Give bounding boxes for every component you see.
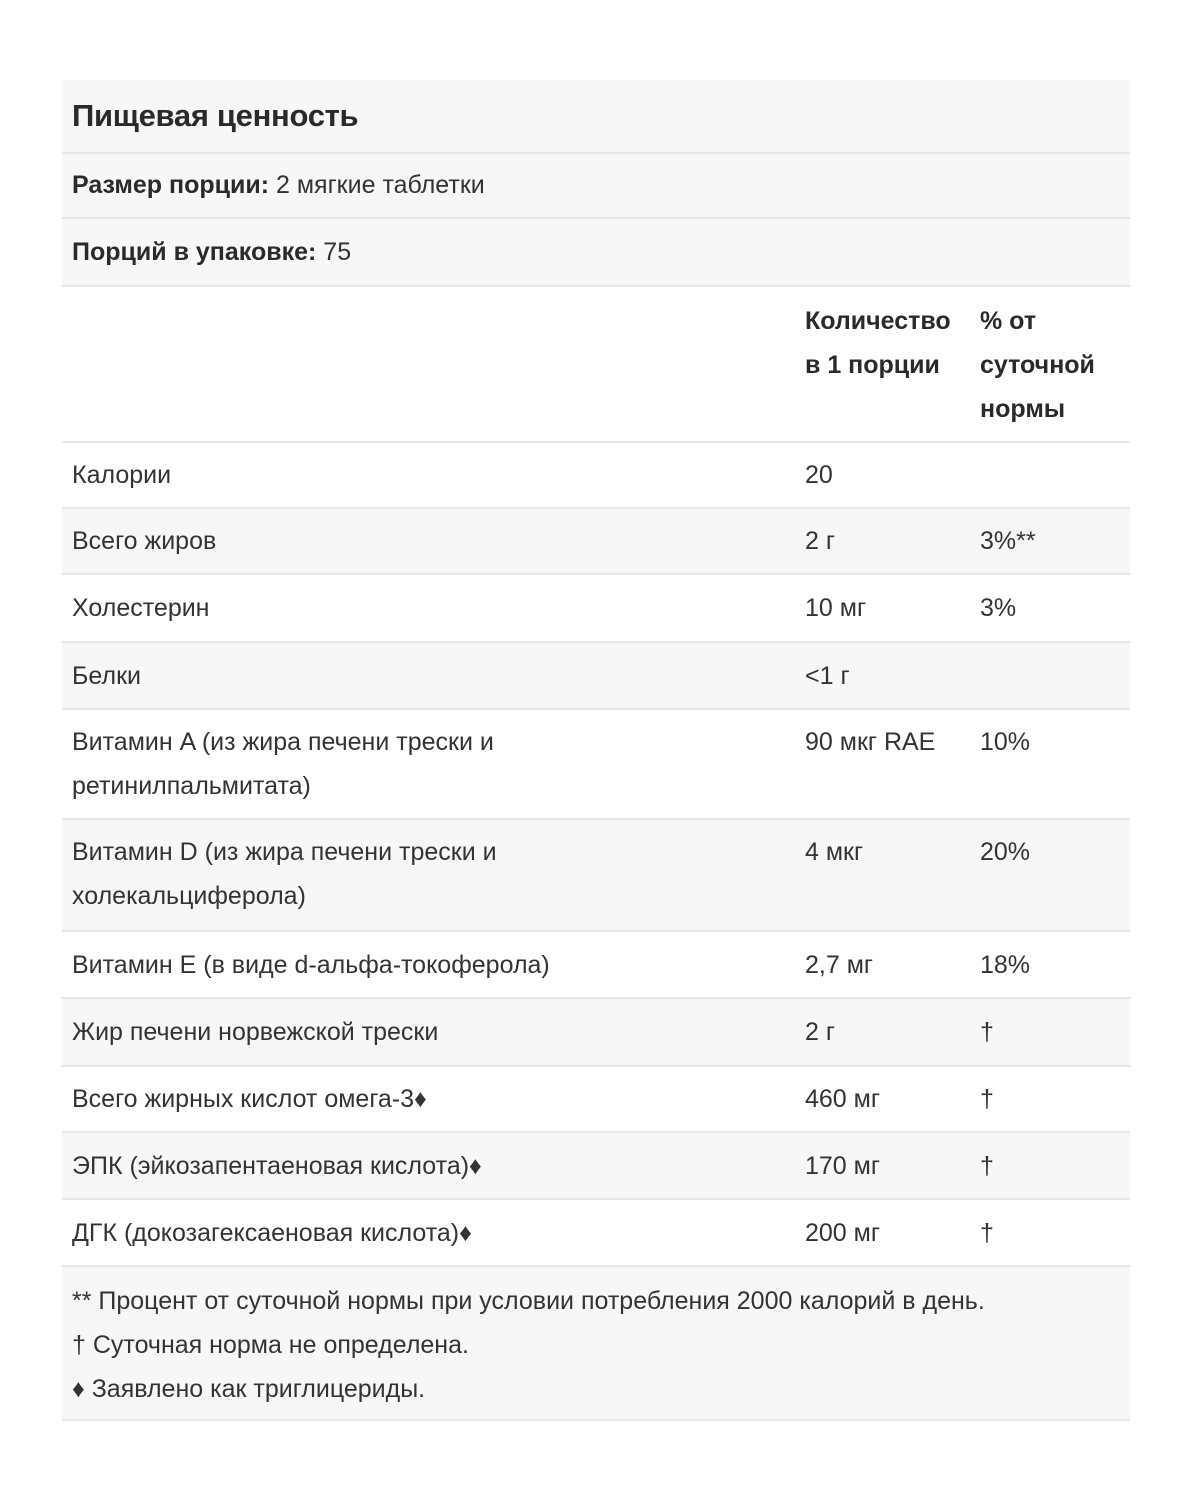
nutrient-daily-value: 20% [980,838,1031,866]
nutrient-amount: 4 мкг [805,838,864,866]
table-row [62,443,1130,509]
servings-per-container-row [62,219,1130,287]
table-row [62,509,1130,575]
nutrient-amount: 460 мг [805,1085,880,1113]
table-row [62,710,1130,820]
nutrient-amount: 200 мг [805,1218,880,1247]
nutrient-amount: 170 мг [805,1151,880,1180]
nutrient-daily-value: † [980,1151,994,1180]
table-row [62,999,1130,1067]
nutrient-amount: 2 г [805,527,835,555]
nutrient-daily-value: † [980,1085,994,1113]
servings-per-container-label: Порций в упаковке: [72,237,317,266]
table-row [62,643,1130,710]
table-header-row [62,287,1130,443]
table-row [62,1200,1130,1267]
footnotes [62,1267,1130,1421]
nutrient-name: Витамин A (из жира печени трески и ретинилпальмитата) [72,728,494,800]
title-row [62,80,1130,154]
servings-per-container-value: 75 [316,237,352,266]
nutrient-name: Калории [72,461,172,489]
nutrient-daily-value: 3% [980,594,1017,622]
nutrient-name: Витамин D (из жира печени трески и холекальциферола) [72,838,497,910]
table-row [62,820,1130,932]
nutrient-amount: 2 г [805,1018,835,1046]
header-amount: Количество в 1 порции [805,307,951,379]
nutrient-name: Всего жирных кислот омега-3♦ [72,1085,427,1113]
footnote-triglycerides: ♦ Заявлено как триглицериды. [72,1375,426,1403]
nutrient-amount: <1 г [805,661,850,690]
nutrient-name: Витамин E (в виде d-альфа-токоферола) [72,950,550,979]
footnote-not-established: † Суточная норма не определена. [72,1331,469,1359]
nutrient-daily-value: 3%** [980,527,1036,555]
nutrient-name: Белки [72,661,141,690]
nutrient-name: Жир печени норвежской трески [72,1018,439,1046]
nutrient-amount: 2,7 мг [805,950,874,979]
table-row [62,1067,1130,1133]
page-title: Пищевая ценность [72,98,359,133]
nutrient-amount: 90 мкг RAE [805,728,936,756]
nutrient-name: Всего жиров [72,527,217,555]
nutrient-amount: 10 мг [805,594,867,622]
nutrient-amount: 20 [805,461,833,489]
nutrient-name: Холестерин [72,594,210,622]
nutrient-name: ЭПК (эйкозапентаеновая кислота)♦ [72,1151,482,1180]
nutrient-daily-value: 18% [980,950,1031,979]
serving-size-value: 2 мягкие таблетки [269,171,485,199]
serving-size-row [62,154,1130,219]
nutrition-facts-panel [62,80,1130,1421]
serving-size-label: Размер порции: [72,171,270,199]
header-daily-value: % от суточной нормы [980,307,1095,423]
footnote-daily-value: ** Процент от суточной нормы при условии потребления 2000 калорий в день. [72,1287,985,1315]
nutrient-daily-value: † [980,1018,994,1046]
nutrient-daily-value: † [980,1218,994,1247]
header-name [62,299,795,441]
nutrient-daily-value: 10% [980,728,1031,756]
table-row [62,932,1130,999]
table-row [62,575,1130,643]
nutrient-name: ДГК (докозагексаеновая кислота)♦ [72,1218,472,1247]
table-row [62,1133,1130,1200]
